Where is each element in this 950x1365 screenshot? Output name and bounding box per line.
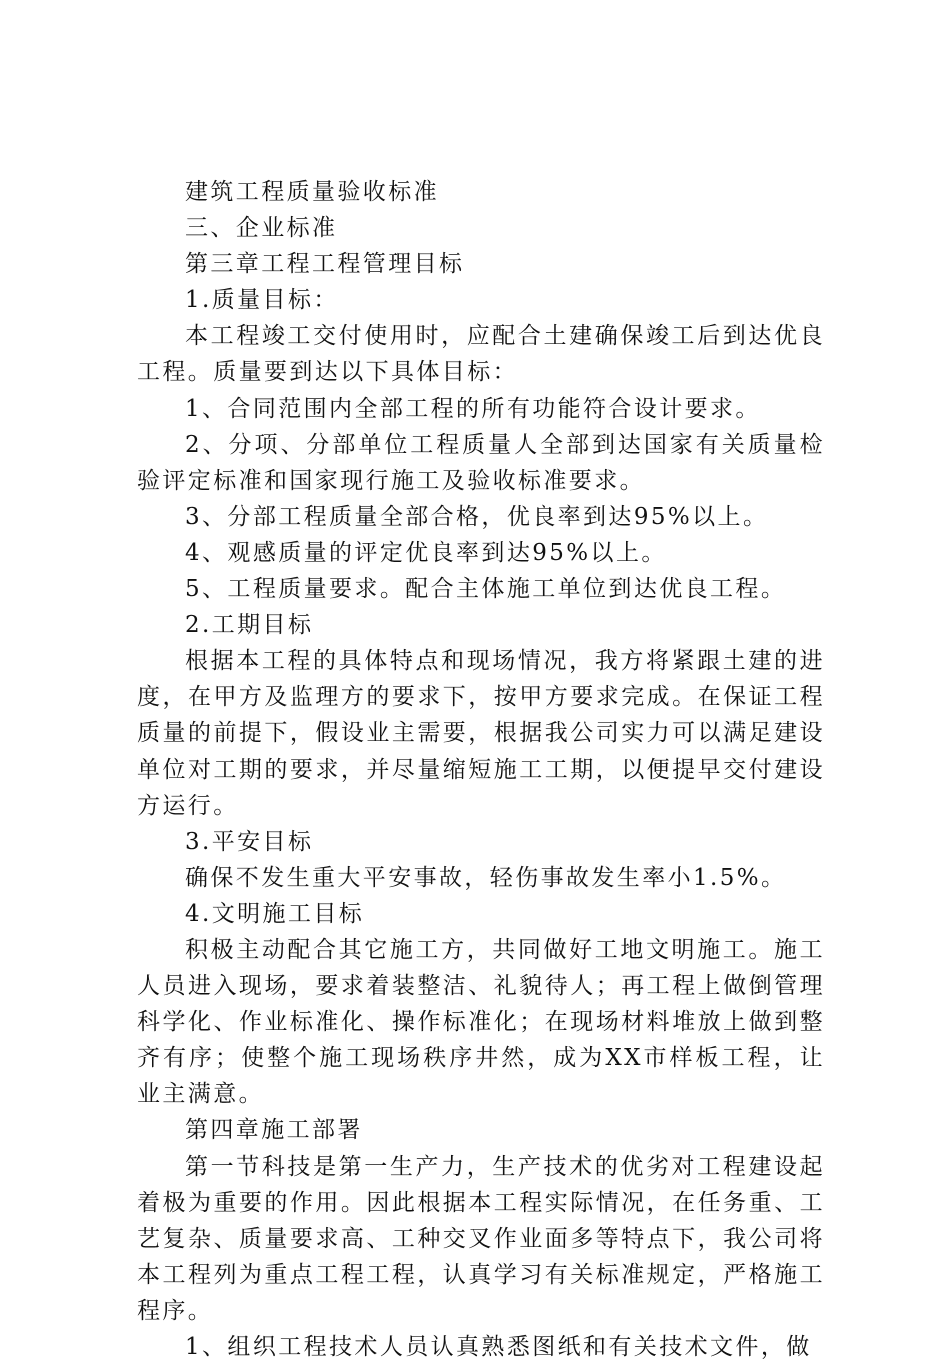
deployment-item-1: 1、组织工程技术人员认真熟悉图纸和有关技术文件，做 xyxy=(185,1334,812,1360)
quality-item-3: 3、分部工程质量全部合格，优良率到达95%以上。 xyxy=(185,503,769,530)
schedule-goal-heading: 2.工期目标 xyxy=(185,612,314,639)
section-one-body: 第一节科技是第一生产力，生产技术的优劣对工程建设起着极为重要的作用。因此根据本工程实际情况，在任务重、工艺复杂、质量要求高、工种交叉作业面多等特点下，我公司将本工程列为重点工程工程，认真学习有关标准规定，严格施工程序。 xyxy=(137,1153,825,1324)
paragraph-enterprise-standard: 三、企业标准 xyxy=(185,215,338,242)
civilized-construction-heading: 4.文明施工目标 xyxy=(185,900,365,927)
quality-goal-intro: 本工程竣工交付使用时，应配合土建确保竣工后到达优良工程。质量要到达以下具体目标： xyxy=(137,323,825,386)
quality-item-4: 4、观感质量的评定优良率到达95%以上。 xyxy=(185,539,667,566)
quality-goal-heading: 1.质量目标： xyxy=(185,287,339,314)
paragraph-heading-standard: 建筑工程质量验收标准 xyxy=(185,179,439,205)
civilized-construction-body: 积极主动配合其它施工方，共同做好工地文明施工。施工人员进入现场，要求着装整洁、礼貌待人；再工程上做倒管理科学化、作业标准化、操作标准化；在现场材料堆放上做到整齐有序；使整个施工现场秩序井然，成为XX市样板工程，让业主满意。 xyxy=(137,936,825,1108)
safety-goal-body: 确保不发生重大平安事故，轻伤事故发生率小1.5%。 xyxy=(185,864,787,891)
quality-item-5: 5、工程质量要求。配合主体施工单位到达优良工程。 xyxy=(185,576,787,603)
quality-item-2: 2、分项、分部单位工程质量人全部到达国家有关质量检验评定标准和国家现行施工及验收标准要求。 xyxy=(137,431,825,494)
schedule-goal-body: 根据本工程的具体特点和现场情况，我方将紧跟土建的进度，在甲方及监理方的要求下，按甲方要求完成。在保证工程质量的前提下，假设业主需要，根据我公司实力可以满足建设单位对工期的要求，并尽量缩短施工工期，以便提早交付建设方运行。 xyxy=(137,648,825,819)
chapter-three-title: 第三章工程工程管理目标 xyxy=(185,251,465,278)
safety-goal-heading: 3.平安目标 xyxy=(185,828,314,855)
document-page xyxy=(137,174,825,1365)
chapter-four-title: 第四章施工部署 xyxy=(185,1117,363,1144)
quality-item-1: 1、合同范围内全部工程的所有功能符合设计要求。 xyxy=(185,395,761,422)
